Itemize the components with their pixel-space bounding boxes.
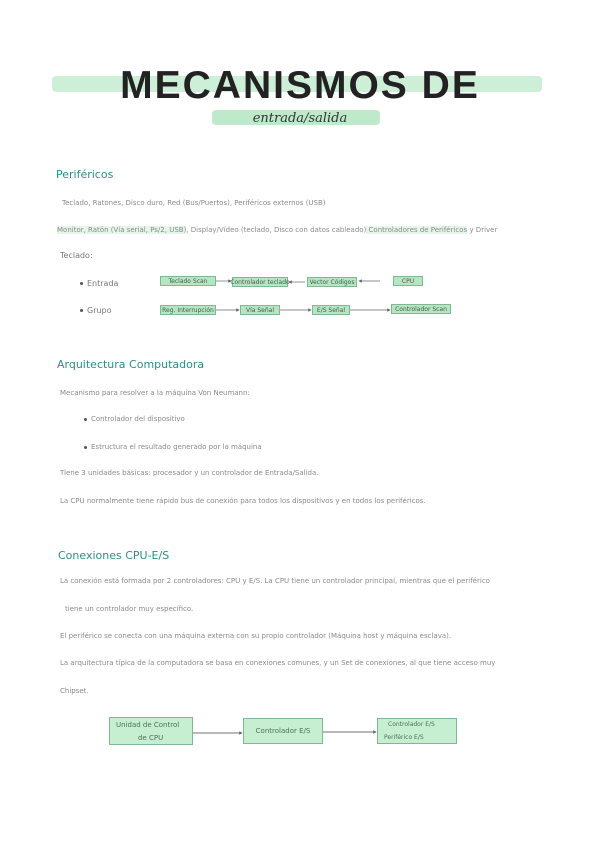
teclado-row2-box-2: Vía Señal: [240, 305, 280, 315]
diagram-box-left-line1: Unidad de Control: [116, 721, 180, 729]
teclado-row1-box-1: Teclado Scan: [160, 276, 216, 286]
arquitectura-intro: Mecanismo para resolver a la máquina Von Neumann:: [60, 389, 250, 397]
teclado-row1-box-3: Vector Códigos: [307, 277, 357, 287]
diagram-box-left-line2: de CPU: [138, 734, 164, 742]
teclado-row2-box-1: Reg. Interrupción: [160, 305, 216, 315]
perifericos-line-2c: (teclado, Disco con datos cableado): [238, 226, 367, 234]
perifericos-line-2b: , Display/Vídeo: [186, 226, 239, 234]
teclado-label: Teclado:: [60, 251, 93, 260]
perifericos-line-2e: y Driver: [467, 226, 498, 234]
diagram-box-middle: Controlador E/S: [243, 718, 323, 744]
teclado-row1-box-4: CPU: [393, 276, 423, 286]
teclado-row2-box-3: E/S Señal: [312, 305, 350, 315]
page-subtitle: entrada/salida: [252, 111, 348, 126]
conexiones-p4: Chipset.: [60, 687, 89, 695]
teclado-row1-box-2: Controlador teclado: [230, 278, 290, 286]
teclado-row2-text: Grupo: [87, 306, 112, 315]
conexiones-p1-b: tiene un controlador muy específico.: [65, 605, 194, 613]
arquitectura-bullet-2-text: Estructura el resultado generado por la máquina: [91, 443, 262, 451]
arquitectura-bullet-1-text: Controlador del dispositivo: [91, 415, 185, 423]
perifericos-line-2a: Monitor, Ratón (Vía serial, Ps/2, USB): [57, 226, 187, 234]
teclado-row1-text: Entrada: [87, 279, 119, 288]
page-title: MECANISMOS DE: [120, 64, 480, 107]
section-perifericos-heading: Periféricos: [56, 168, 114, 181]
section-conexiones-heading: Conexiones CPU-E/S: [58, 549, 170, 562]
conexiones-p3: La arquitectura típica de la computadora se basa en conexiones comunes, y un Set de conexiones, al que tiene acceso muy: [60, 659, 496, 667]
arquitectura-line-4: La CPU normalmente tiene rápido bus de conexión para todos los dispositivos y en todos los periféricos.: [60, 497, 426, 505]
teclado-row2-box-4: Controlador Scan: [391, 304, 451, 314]
perifericos-line-2d: Controladores de Periféricos: [366, 226, 468, 234]
perifericos-line-1: Teclado, Ratones, Disco duro, Red (Bus/Puertos), Periféricos externos (USB): [62, 199, 326, 207]
conexiones-p1-a: La conexión está formada por 2 controladores: CPU y E/S. La CPU tiene un controlador principal, mientras que el periférico: [60, 577, 490, 585]
diagram-box-right-line1: Controlador E/S: [388, 721, 435, 728]
diagram-box-right-line2: Periférico E/S: [384, 734, 424, 741]
conexiones-p2: El periférico se conecta con una máquina externa con su propio controlador (Máquina host y máquina esclava).: [60, 632, 452, 640]
arquitectura-line-3: Tiene 3 unidades básicas: procesador y un controlador de Entrada/Salida.: [60, 469, 319, 477]
section-arquitectura-heading: Arquitectura Computadora: [57, 358, 205, 371]
